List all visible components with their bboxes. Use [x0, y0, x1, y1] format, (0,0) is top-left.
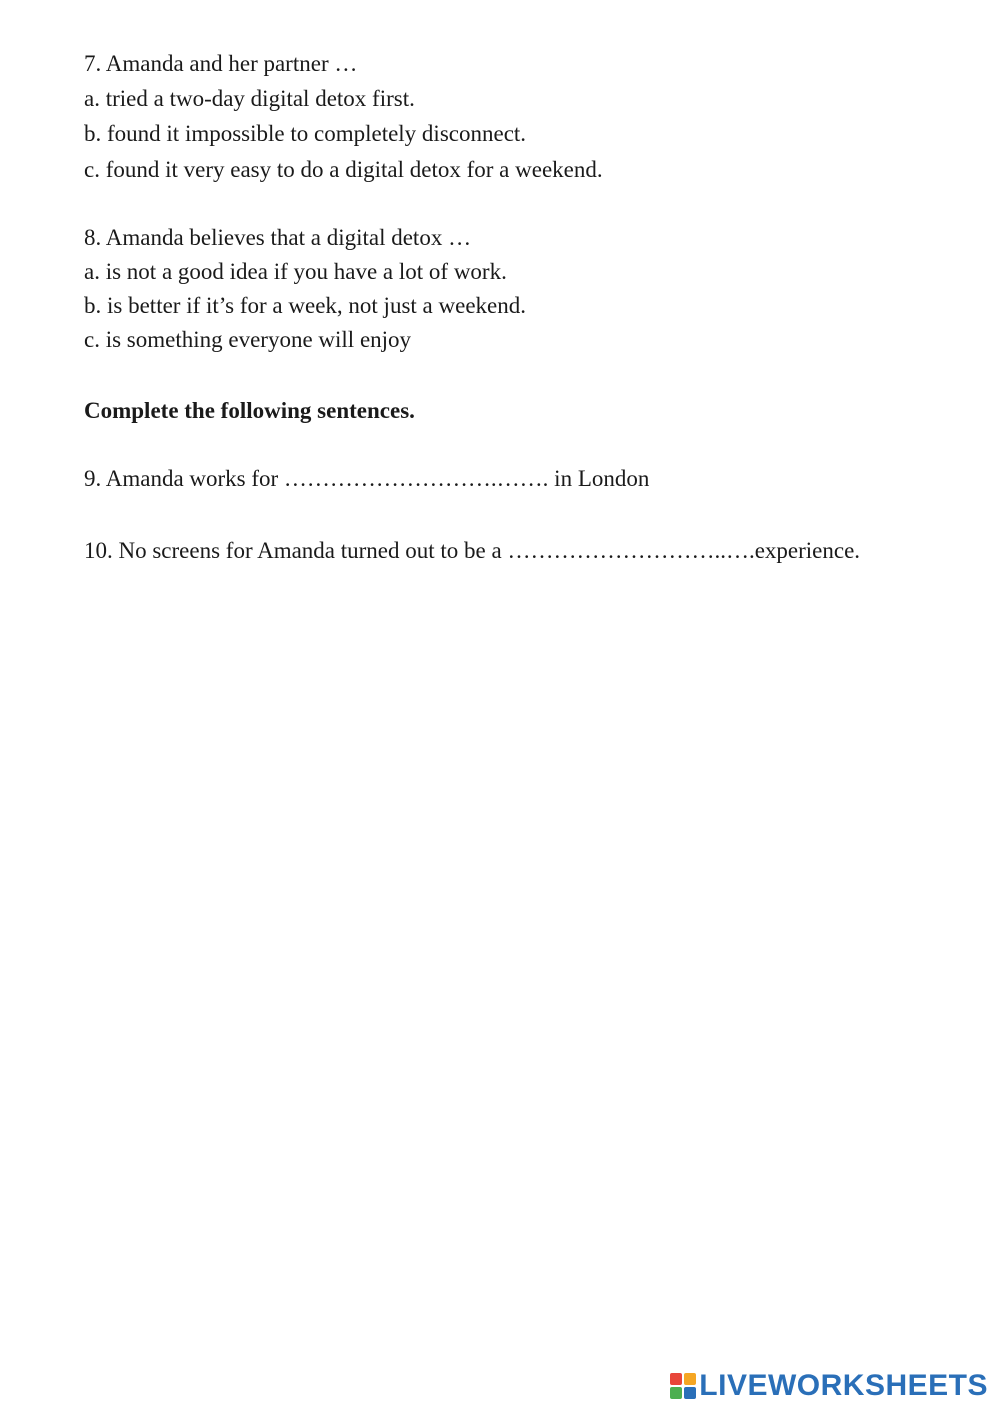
section-heading: Complete the following sentences.: [84, 398, 415, 423]
question-7-option-c: c. found it very easy to do a digital detox for a weekend.: [84, 157, 603, 182]
question-8-option-c: c. is something everyone will enjoy: [84, 327, 412, 352]
question-7-option-b: b. found it impossible to completely disconnect.: [84, 121, 527, 146]
completion-10: 10. No screens for Amanda turned out to be a ………………………..….experience.: [84, 538, 861, 563]
liveworksheets-logo-icon: [670, 1373, 696, 1399]
completion-9: 9. Amanda works for ……………………….……. in London: [84, 466, 650, 491]
question-8-option-a: a. is not a good idea if you have a lot of work.: [84, 259, 507, 284]
liveworksheets-logo-text: LIVEWORKSHEETS: [699, 1369, 988, 1402]
question-8-option-b: b. is better if it’s for a week, not just a weekend.: [84, 293, 526, 318]
question-7-stem: 7. Amanda and her partner …: [84, 51, 358, 76]
liveworksheets-logo: [670, 1366, 988, 1406]
question-8-stem: 8. Amanda believes that a digital detox …: [84, 225, 472, 250]
question-7-option-a: a. tried a two-day digital detox first.: [84, 86, 415, 111]
